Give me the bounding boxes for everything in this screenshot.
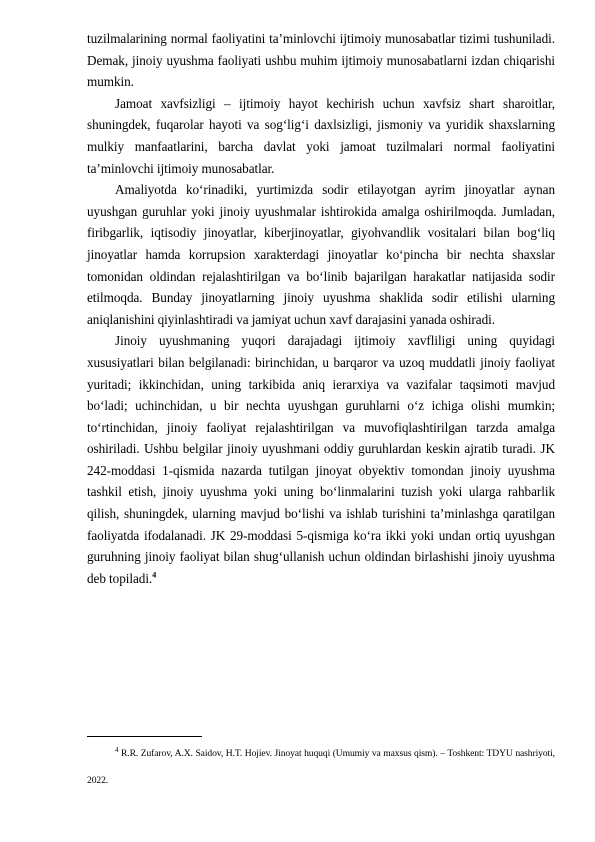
footnote-reference[interactable]: 4 — [152, 570, 157, 580]
document-body — [87, 28, 555, 589]
paragraph-2: Jamoat xavfsizligi – ijtimoiy hayot kechirish uchun xavfsiz shart sharoitlar, shuningdek, fuqarolar hayoti va sog‘lig‘i daxlsizligi, jismoniy va yuridik shaxslarning mulkiy manfaatlarini, barcha davlat yoki jamoat tuzilmalari normal faoliyatini ta’minlovchi ijtimoiy munosabatlar. — [87, 95, 555, 176]
paragraph-3: Amaliyotda ko‘rinadiki, yurtimizda sodir etilayotgan ayrim jinoyatlar aynan uyushgan guruhlar yoki jinoiy uyushmalar ishtirokida amalga oshirilmoqda. Jumladan, firibgarlik, iqtisodiy jinoyatlar, kiberjinoyatlar, giyohvandlik vositalari bilan bog‘liq jinoyatlar hamda korrupsion xarakterdagi jinoyatlar ko‘pincha bir nechta shaxslar tomonidan oldindan rejalashtirilgan va bo‘linib bajarilgan harakatlar natijasida sodir etilmoqda. Bunday jinoyatlarning jinoiy uyushma shaklida sodir etilishi ularning aniqlanishini qiyinlashtiradi va jamiyat uchun xavf darajasini yanada oshiradi. — [87, 182, 555, 327]
paragraph-4 — [87, 330, 555, 589]
footnote-separator — [87, 736, 202, 737]
footnote — [87, 740, 555, 794]
paragraph-1: tuzilmalarining normal faoliyatini ta’minlovchi ijtimoiy munosabatlar tizimi tushuniladi. Demak, jinoiy uyushma faoliyati ushbu muhim ijtimoiy munosabatlarni izdan chiqarishi mumkin. — [87, 31, 555, 90]
footnote-text: R.R. Zufarov, A.X. Saidov, H.T. Hojiev. Jinoyat huquqi (Umumiy va maxsus qism). – Toshkent: TDYU nashriyoti, 2022. — [87, 748, 555, 786]
footnote-number: 4 — [115, 745, 119, 754]
paragraph-4-text: Jinoiy uyushmaning yuqori darajadagi ijtimoiy xavfliligi uning quyidagi xususiyatlari bilan belgilanadi: birinchidan, u barqaror va uzoq muddatli jinoiy faoliyat yuritadi; ikkinchidan, uning tarkibida aniq ierarxiya va vazifalar taqsimoti mavjud bo‘ladi; uchinchidan, u bir nechta uyushgan guruhlarni o‘z ichiga olishi mumkin; to‘rtinchidan, jinoiy faoliyat rejalashtirilgan va muvofiqlashtirilgan tarzda amalga oshiriladi. Ushbu belgilar jinoiy uyushmani oddiy guruhlardan keskin ajratib turadi. JK 242-moddasi 1-qismida nazarda tutilgan jinoyat obyektiv tomondan jinoiy uyushma tashkil etish, jinoiy uyushma yoki uning bo‘linmalarini tuzish yoki ularga rahbarlik qilish, shuningdek, ularning mavjud bo‘lishi va ishlab turishini ta’minlashga qaratilgan faoliyatda ifodalanadi. JK 29-moddasi 5-qismiga ko‘ra ikki yoki undan ortiq uyushgan guruhning jinoiy faoliyat bilan shug‘ullanish uchun oldindan birlashishi jinoiy uyushma deb topiladi. — [87, 333, 555, 586]
